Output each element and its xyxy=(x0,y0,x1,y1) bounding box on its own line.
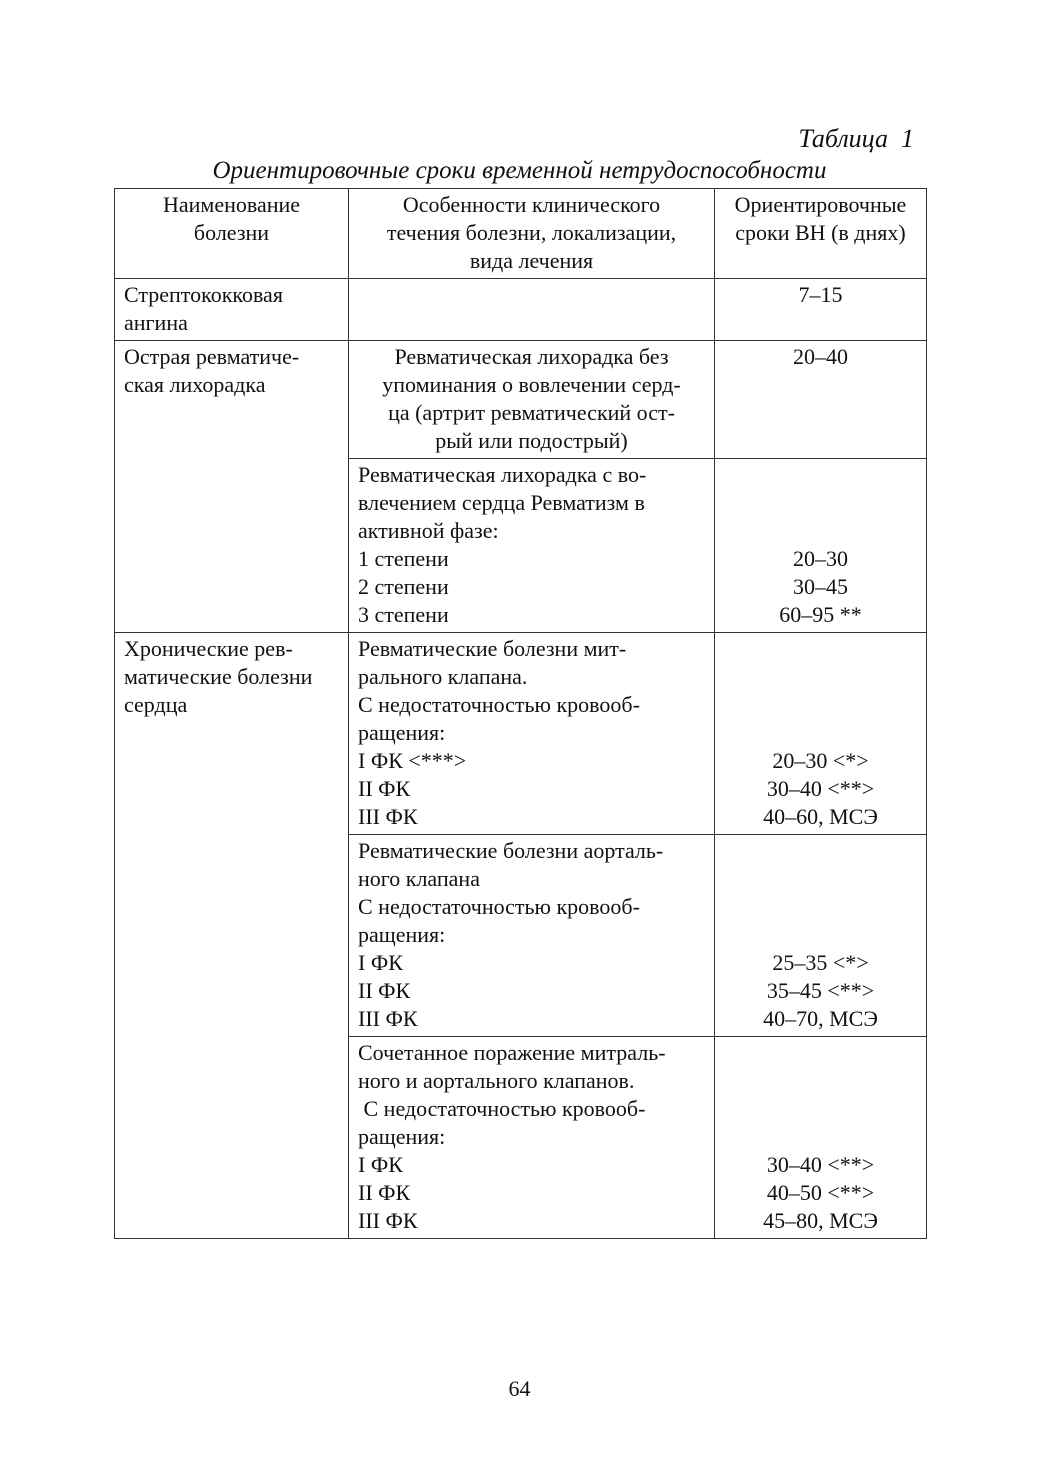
header-text-line: течения болезни, локализации, xyxy=(386,220,677,245)
cell-text-line: 2 степени xyxy=(358,574,449,599)
cell-text-line: 40–50 <**> xyxy=(766,1180,875,1205)
cell-text-line: I ФК xyxy=(358,950,403,975)
terms-cell xyxy=(715,835,927,1037)
cell-text-line xyxy=(724,1095,917,1123)
cell-text-line: 30–40 <**> xyxy=(766,776,875,801)
cell-text-line: I ФК <***> xyxy=(358,748,467,773)
disease-cell xyxy=(115,279,349,341)
cell-text-line: сердца xyxy=(124,692,188,717)
cell-text-line: С недостаточностью кровооб- xyxy=(358,1096,646,1121)
features-cell xyxy=(349,835,715,1037)
cell-text-line: 20–30 xyxy=(793,546,848,571)
cell-text-line: 1 степени xyxy=(358,546,449,571)
header-text-line: вида лечения xyxy=(469,248,594,273)
table-title: Ориентировочные сроки временной нетрудоспособности xyxy=(212,157,827,184)
cell-text-line: 30–45 xyxy=(793,574,848,599)
cell-text-line xyxy=(724,837,917,865)
cell-text-line: III ФК xyxy=(358,1208,418,1233)
header-terms xyxy=(715,189,927,279)
cell-text-line: II ФК xyxy=(358,978,411,1003)
cell-text-line: 30–40 <**> xyxy=(766,1152,875,1177)
cell-text-line: Сочетанное поражение митраль- xyxy=(358,1040,666,1065)
terms-cell xyxy=(715,279,927,341)
disease-cell xyxy=(115,341,349,633)
cell-text-line: С недостаточностью кровооб- xyxy=(358,692,640,717)
cell-text-line: Ревматическая лихорадка без xyxy=(394,344,669,369)
cell-text-line xyxy=(724,635,917,663)
cell-text-line: рального клапана. xyxy=(358,664,528,689)
cell-text-line: Ревматическая лихорадка с во- xyxy=(358,462,647,487)
cell-text-line: 35–45 <**> xyxy=(766,978,875,1003)
cell-text-line xyxy=(724,517,917,545)
terms-cell xyxy=(715,1037,927,1239)
cell-text-line: С недостаточностью кровооб- xyxy=(358,894,640,919)
cell-text-line: ская лихорадка xyxy=(124,372,266,397)
table-row xyxy=(115,279,927,341)
sick-leave-table xyxy=(114,188,927,1239)
terms-cell xyxy=(715,341,927,459)
cell-text-line: Ревматические болезни аорталь- xyxy=(358,838,664,863)
cell-text-line: ного клапана xyxy=(358,866,480,891)
features-cell xyxy=(349,279,715,341)
cell-text-line: ца (артрит ревматический ост- xyxy=(388,400,675,425)
cell-text-line: Стрептококковая xyxy=(124,282,283,307)
cell-text-line xyxy=(724,719,917,747)
cell-text-line xyxy=(724,865,917,893)
header-features xyxy=(349,189,715,279)
cell-text-line: влечением сердца Ревматизм в xyxy=(358,490,645,515)
cell-text-line xyxy=(724,691,917,719)
cell-text-line: II ФК xyxy=(358,776,411,801)
cell-text-line xyxy=(724,893,917,921)
cell-text-line xyxy=(724,921,917,949)
header-text-line: Наименование xyxy=(162,192,301,217)
cell-text-line: Ревматические болезни мит- xyxy=(358,636,627,661)
cell-text-line: 60–95 ** xyxy=(779,602,862,627)
cell-text-line: активной фазе: xyxy=(358,518,499,543)
cell-text-line: 40–60, МСЭ xyxy=(763,804,878,829)
cell-text-line: 40–70, МСЭ xyxy=(763,1006,878,1031)
cell-text-line: ращения: xyxy=(358,720,446,745)
cell-text-line: ного и аортального клапанов. xyxy=(358,1068,635,1093)
cell-text-line: рый или подострый) xyxy=(435,428,628,453)
cell-text-line: 3 степени xyxy=(358,602,449,627)
cell-text-line: ангина xyxy=(124,310,188,335)
terms-cell xyxy=(715,459,927,633)
cell-text-line: 25–35 <*> xyxy=(772,950,869,975)
features-cell xyxy=(349,1037,715,1239)
cell-text-line xyxy=(724,461,917,489)
cell-text-line: упоминания о вовлечении серд- xyxy=(382,372,681,397)
features-cell xyxy=(349,341,715,459)
cell-text-line: II ФК xyxy=(358,1180,411,1205)
cell-text-line: III ФК xyxy=(358,1006,418,1031)
cell-text-line: 7–15 xyxy=(798,282,843,307)
cell-text-line: Хронические рев- xyxy=(124,636,293,661)
table-row xyxy=(115,341,927,459)
disease-cell xyxy=(115,633,349,1239)
cell-text-line: III ФК xyxy=(358,804,418,829)
cell-text-line: 45–80, МСЭ xyxy=(763,1208,878,1233)
table-header-row xyxy=(115,189,927,279)
cell-text-line xyxy=(724,1039,917,1067)
header-disease xyxy=(115,189,349,279)
cell-text-line: 20–30 <*> xyxy=(772,748,869,773)
header-text-line: болезни xyxy=(193,220,270,245)
table-label: Таблица 1 xyxy=(798,124,914,153)
header-text-line: сроки ВН (в днях) xyxy=(735,220,906,245)
features-cell xyxy=(349,459,715,633)
cell-text-line: Острая ревматиче- xyxy=(124,344,300,369)
cell-text-line xyxy=(724,663,917,691)
cell-text-line: 20–40 xyxy=(793,344,848,369)
cell-text-line: матические болезни xyxy=(124,664,313,689)
features-cell xyxy=(349,633,715,835)
terms-cell xyxy=(715,633,927,835)
cell-text-line xyxy=(724,489,917,517)
cell-text-line: ращения: xyxy=(358,1124,446,1149)
cell-text-line: I ФК xyxy=(358,1152,403,1177)
table-row xyxy=(115,633,927,835)
header-text-line: Особенности клинического xyxy=(402,192,661,217)
page-number: 64 xyxy=(508,1376,531,1401)
cell-text-line xyxy=(724,1123,917,1151)
cell-text-line xyxy=(724,1067,917,1095)
header-text-line: Ориентировочные xyxy=(734,192,907,217)
cell-text-line: ращения: xyxy=(358,922,446,947)
